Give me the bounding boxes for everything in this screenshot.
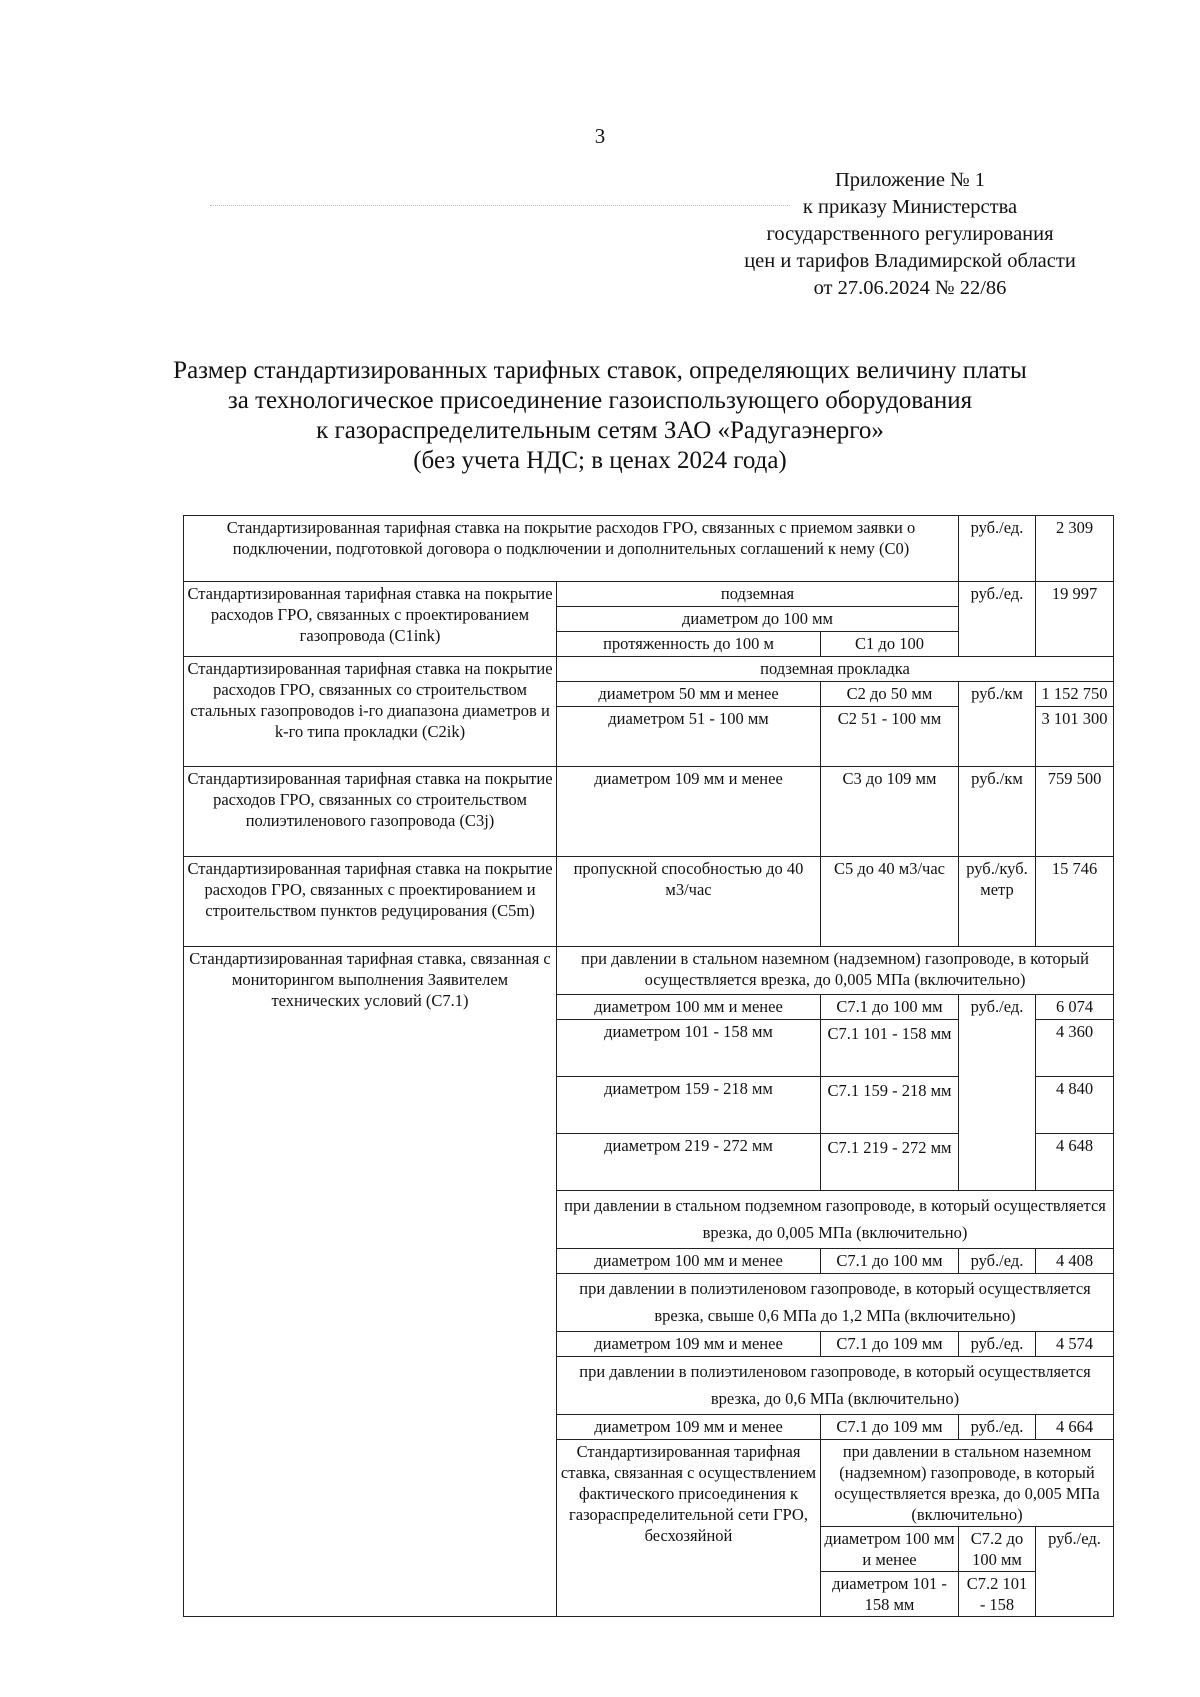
rate-value: 4 408 <box>1036 1249 1114 1274</box>
rate-code: С7.1 до 109 мм <box>821 1415 959 1440</box>
diameter-range: диаметром 101 - 158 мм <box>821 1572 959 1617</box>
diameter-range: диаметром 100 мм и менее <box>821 1527 959 1572</box>
diameter-range: диаметром 50 мм и менее <box>557 682 821 707</box>
rate-code: С2 до 50 мм <box>821 682 959 707</box>
rate-unit: руб./ед. <box>959 582 1036 657</box>
appendix-line: государственного регулирования <box>766 223 1054 245</box>
title-line: за технологическое присоединение газоиспользующего оборудования <box>227 387 973 414</box>
rate-unit: руб./куб. метр <box>959 857 1036 947</box>
rate-unit: руб./ед. <box>959 1332 1036 1357</box>
rate-code: С7.1 до 109 мм <box>821 1332 959 1357</box>
scan-artifact-line <box>210 205 790 206</box>
diameter-range: диаметром 100 мм и менее <box>557 1249 821 1274</box>
diameter-range: диаметром 101 - 158 мм <box>557 1020 821 1077</box>
appendix-line: от 27.06.2024 № 22/86 <box>813 277 1007 299</box>
rate-code: С7.1 до 100 мм <box>821 1249 959 1274</box>
diameter-range: диаметром 159 - 218 мм <box>557 1077 821 1134</box>
rate-code: С7.2 101 - 158 <box>959 1572 1036 1617</box>
pressure-condition: при давлении в стальном наземном (надземном) газопроводе, в который осуществляется врезка, до 0,005 МПа (включительно) <box>557 947 1114 995</box>
diameter-range: диаметром 109 мм и менее <box>557 767 821 857</box>
capacity-range: пропускной способностью до 40 м3/час <box>557 857 821 947</box>
rate-description: Стандартизированная тарифная ставка на покрытие расходов ГРО, связанных с приемом заявки о подключении, подготовкой договора о подключении и дополнительных соглашений к нему (С0) <box>184 516 959 582</box>
document-title <box>60 356 1140 476</box>
tariff-table <box>183 515 1114 1617</box>
rate-value: 4 648 <box>1036 1134 1114 1191</box>
title-line: к газораспределительным сетям ЗАО «Радугаэнерго» <box>316 417 884 444</box>
rate-code: С7.1 159 - 218 мм <box>821 1077 959 1134</box>
rate-value: 4 574 <box>1036 1332 1114 1357</box>
rate-unit: руб./ед. <box>1036 1527 1114 1617</box>
rate-value: 4 360 <box>1036 1020 1114 1077</box>
rate-value: 15 746 <box>1036 857 1114 947</box>
rate-code: С7.1 до 100 мм <box>821 995 959 1020</box>
appendix-header <box>710 167 1110 302</box>
page-number: 3 <box>594 124 606 148</box>
rate-unit: руб./км <box>959 767 1036 857</box>
rate-value: 1 152 750 <box>1036 682 1114 707</box>
rate-value: 4 664 <box>1036 1415 1114 1440</box>
pressure-condition: при давлении в стальном подземном газопроводе, в который осуществляется врезка, до 0,005 МПа (включительно) <box>557 1191 1114 1249</box>
rate-unit: руб./ед. <box>959 995 1036 1191</box>
rate-unit: руб./ед. <box>959 516 1036 582</box>
diameter-range: диаметром 100 мм и менее <box>557 995 821 1020</box>
rate-value: 3 101 300 <box>1036 707 1114 767</box>
rate-description: Стандартизированная тарифная ставка на покрытие расходов ГРО, связанных с проектированием и строительством пунктов редуцирования (С5m) <box>184 857 557 947</box>
rate-description: Стандартизированная тарифная ставка на покрытие расходов ГРО, связанных со строительством полиэтиленового газопровода (С3j) <box>184 767 557 857</box>
diameter-range: диаметром до 100 мм <box>557 607 959 632</box>
laying-type: подземная <box>557 582 959 607</box>
rate-value: 4 840 <box>1036 1077 1114 1134</box>
appendix-line: цен и тарифов Владимирской области <box>744 250 1076 272</box>
rate-code: С7.1 101 - 158 мм <box>821 1020 959 1077</box>
table-row <box>184 582 1114 607</box>
rate-value: 6 074 <box>1036 995 1114 1020</box>
rate-code: С3 до 109 мм <box>821 767 959 857</box>
rate-code: С7.1 219 - 272 мм <box>821 1134 959 1191</box>
length-range: протяженность до 100 м <box>557 632 821 657</box>
pressure-condition: при давлении в полиэтиленовом газопроводе, в который осуществляется врезка, свыше 0,6 МПа до 1,2 МПа (включительно) <box>557 1274 1114 1332</box>
title-line: Размер стандартизированных тарифных ставок, определяющих величину платы <box>173 357 1027 384</box>
diameter-range: диаметром 109 мм и менее <box>557 1332 821 1357</box>
table-row <box>184 947 1114 995</box>
table-row <box>184 767 1114 857</box>
rate-unit: руб./км <box>959 682 1036 767</box>
title-line: (без учета НДС; в ценах 2024 года) <box>413 447 787 474</box>
rate-description: Стандартизированная тарифная ставка на покрытие расходов ГРО, связанных со строительством стальных газопроводов i-го диапазона диаметров и k-го типа прокладки (С2ik) <box>184 657 557 767</box>
laying-type: подземная прокладка <box>557 657 1114 682</box>
rate-description: Стандартизированная тарифная ставка, связанная с мониторингом выполнения Заявителем технических условий (С7.1) <box>184 947 557 1617</box>
rate-unit: руб./ед. <box>959 1249 1036 1274</box>
rate-value: 2 309 <box>1036 516 1114 582</box>
appendix-line: Приложение № 1 <box>834 169 986 191</box>
rate-code: С5 до 40 м3/час <box>821 857 959 947</box>
rate-unit: руб./ед. <box>959 1415 1036 1440</box>
rate-code: С7.2 до 100 мм <box>959 1527 1036 1572</box>
table-row <box>184 657 1114 682</box>
diameter-range: диаметром 219 - 272 мм <box>557 1134 821 1191</box>
table-row <box>184 857 1114 947</box>
diameter-range: диаметром 109 мм и менее <box>557 1415 821 1440</box>
pressure-condition: при давлении в стальном наземном (надземном) газопроводе, в который осуществляется врезка, до 0,005 МПа (включительно) <box>821 1440 1114 1527</box>
rate-value: 19 997 <box>1036 582 1114 657</box>
rate-description: Стандартизированная тарифная ставка, связанная с осуществлением фактического присоединения к газораспределительной сети ГРО, бесхозяйной <box>557 1440 821 1617</box>
rate-code: С2 51 - 100 мм <box>821 707 959 767</box>
appendix-line: к приказу Министерства <box>802 196 1018 218</box>
diameter-range: диаметром 51 - 100 мм <box>557 707 821 767</box>
table-row <box>184 516 1114 582</box>
rate-value: 759 500 <box>1036 767 1114 857</box>
pressure-condition: при давлении в полиэтиленовом газопроводе, в который осуществляется врезка, до 0,6 МПа (включительно) <box>557 1357 1114 1415</box>
rate-code: С1 до 100 <box>821 632 959 657</box>
rate-description: Стандартизированная тарифная ставка на покрытие расходов ГРО, связанных с проектированием газопровода (C1ink) <box>184 582 557 657</box>
